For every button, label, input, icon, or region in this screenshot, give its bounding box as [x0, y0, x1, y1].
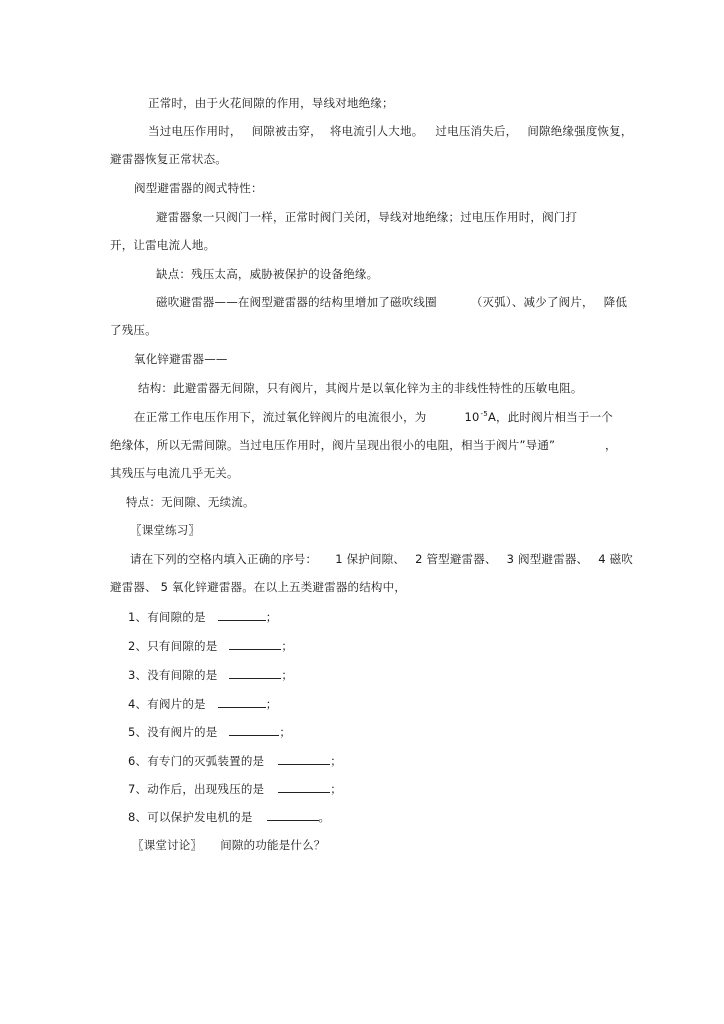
- paragraph-magnetic-line2: 了残压。: [110, 323, 157, 337]
- item-end: ；: [265, 697, 278, 711]
- exercise-item: [128, 809, 330, 824]
- text-segment: 请在下列的空格内填入正确的序号：: [130, 552, 318, 566]
- text-segment: 间隙被击穿，: [251, 124, 322, 138]
- option-3: 3 阀型避雷器、: [506, 552, 589, 566]
- item-end: ；: [281, 668, 294, 682]
- item-label: 3、没有间隙的是: [128, 668, 218, 682]
- item-end: ；: [330, 754, 342, 768]
- answer-blank[interactable]: [229, 667, 281, 679]
- paragraph-zno-normal-line2: [110, 438, 555, 452]
- option-4: 4 磁吹: [598, 552, 634, 566]
- text-segment: 间隙绝缘强度恢复，: [527, 124, 633, 138]
- text-segment: 过电压消失后，: [435, 124, 518, 138]
- answer-blank[interactable]: [267, 809, 319, 821]
- exercise-item: [128, 609, 277, 624]
- exercise-item: [128, 753, 342, 768]
- answer-blank[interactable]: [229, 724, 279, 736]
- text-segment: A，此时阀片相当于一个: [487, 410, 614, 424]
- item-end: 。: [318, 810, 331, 824]
- answer-blank[interactable]: [278, 781, 330, 793]
- text-segment: 绝缘体，所以无需间隙。当过电压作用时，阀片呈现出很小的电阻，相当于阀片”导通”: [110, 438, 556, 452]
- paragraph-drawback: 缺点：残压太高，威胁被保护的设备绝缘。: [156, 267, 379, 281]
- text-segment: （灭弧）、减少了阀片，: [470, 295, 594, 309]
- item-end: ；: [330, 782, 342, 796]
- paragraph-overvoltage-line2: 避雷器恢复正常状态。: [110, 152, 227, 166]
- exercise-heading: 〖课堂练习〗: [130, 523, 201, 537]
- paragraph-zno-comma: ，: [605, 438, 617, 452]
- paragraph-zno-normal-line1: [134, 410, 613, 426]
- text-segment: 磁吹避雷器——在阀型避雷器的结构里增加了磁吹线圈: [156, 295, 437, 309]
- paragraph-zno-structure: 结构：此避雷器无间隙，只有阀片，其阀片是以氧化锌为主的非线性特性的压敏电阻。: [138, 381, 583, 395]
- text-segment: 在正常工作电压作用下，流过氧化锌阀片的电流很小，为: [134, 410, 427, 424]
- discussion-line: [132, 838, 326, 852]
- item-label: 4、有阀片的是: [128, 697, 206, 711]
- paragraph-normal-state: 正常时，由于火花间隙的作用，导线对地绝缘；: [148, 96, 394, 110]
- paragraph-zno-heading: 氧化锌避雷器——: [134, 352, 228, 366]
- exercise-item: [128, 781, 342, 796]
- option-2: 2 管型避雷器、: [415, 552, 497, 566]
- exercise-instruction-line1: [130, 552, 633, 566]
- item-end: ；: [281, 639, 294, 653]
- answer-blank[interactable]: [278, 753, 330, 765]
- item-label: 2、只有间隙的是: [128, 639, 218, 653]
- exercise-item: [128, 724, 291, 739]
- item-label: 5、没有阀片的是: [128, 725, 218, 739]
- text-segment: 降低: [603, 295, 628, 309]
- paragraph-zno-normal-line3: 其残压与电流几乎无关。: [110, 466, 239, 480]
- paragraph-valve-line1: 避雷器象一只阀门一样，正常时阀门关闭，导线对地绝缘；过电压作用时，阀门打: [156, 210, 578, 224]
- option-1: 1 保护间隙、: [335, 552, 406, 566]
- current-value-exponent: -5: [480, 410, 488, 418]
- answer-blank[interactable]: [229, 638, 281, 650]
- paragraph-valve-heading: 阀型避雷器的阀式特性：: [134, 181, 263, 195]
- item-label: 8、可以保护发电机的是: [128, 810, 253, 824]
- paragraph-magnetic-line1: [156, 295, 627, 309]
- paragraph-valve-line2: 开，让雷电流人地。: [110, 238, 216, 252]
- item-label: 1、有间隙的是: [128, 610, 206, 624]
- discussion-question: 间隙的功能是什么？: [220, 838, 326, 852]
- exercise-item: [128, 638, 293, 653]
- paragraph-features: 特点：无间隙、无续流。: [126, 495, 255, 509]
- paragraph-overvoltage-line1: [148, 124, 633, 138]
- current-value-base: 10: [464, 410, 480, 424]
- exercise-item: [128, 667, 293, 682]
- exercise-instruction-line2: 避雷器、 5 氧化锌避雷器。在以上五类避雷器的结构中，: [110, 580, 407, 594]
- item-label: 6、有专门的灭弧装置的是: [128, 754, 265, 768]
- answer-blank[interactable]: [218, 696, 266, 708]
- exercise-item: [128, 696, 277, 711]
- text-segment: 当过电压作用时，: [148, 124, 242, 138]
- item-end: ；: [279, 725, 292, 739]
- item-end: ；: [265, 610, 278, 624]
- item-label: 7、动作后，出现残压的是: [128, 782, 265, 796]
- text-segment: 将电流引人大地。: [329, 124, 424, 138]
- answer-blank[interactable]: [218, 609, 266, 621]
- discussion-heading: 〖课堂讨论〗: [132, 838, 203, 852]
